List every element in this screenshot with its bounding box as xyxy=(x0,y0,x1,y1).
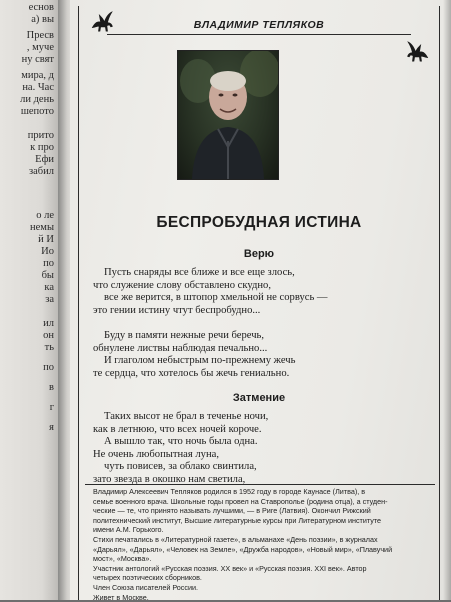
previous-page-text: ка xyxy=(44,282,54,293)
previous-page-text: по xyxy=(43,362,54,373)
verse-line: Таких высот не брал в теченье ночи, xyxy=(104,411,269,422)
previous-page-text: я xyxy=(49,422,54,433)
verse-line: это гении истину чтут беспробудно... xyxy=(93,304,261,316)
verse-line: все же верится, в штопор хмельной не сорвусь — xyxy=(104,292,328,304)
biography-line: «Дарьял», «Дарьял», «Человек на Земле», «Дружба народов», «Новый мир», «Плавучий xyxy=(93,544,393,554)
verse-line: Буду в памяти нежные речи беречь, xyxy=(104,329,265,341)
biography-line: четырех поэтических сборников. xyxy=(93,573,202,583)
previous-page-text: бы xyxy=(41,270,54,281)
previous-page-text: ли день xyxy=(20,94,54,105)
pegasus-ornament-icon xyxy=(403,38,431,64)
book-page xyxy=(70,0,451,600)
previous-page-text: , муче xyxy=(26,42,54,53)
previous-page-text: за xyxy=(45,294,54,305)
biography-line: ческие — те, что принято называть лучшими, — в Риге (Латвия). Окончил Рижский xyxy=(93,506,371,516)
verse-line: как в летнюю, что всех ночей короче. xyxy=(93,423,262,435)
previous-page-text: забил xyxy=(28,166,54,177)
running-header: ВЛАДИМИР ТЕПЛЯКОВ xyxy=(193,19,325,31)
biography-line: семье военного врача. Школьные годы провел на Ставрополье (родина отца), а студен- xyxy=(93,496,388,506)
poem-cycle-title: БЕСПРОБУДНАЯ ИСТИНА xyxy=(156,214,362,231)
previous-page-text: по xyxy=(43,258,54,269)
previous-page-text: прито xyxy=(27,130,54,141)
biography-line: Стихи печатались в «Литературной газете», в альманахе «День поэзии», в журналах xyxy=(93,534,378,544)
previous-page-text: ть xyxy=(44,342,54,353)
biography-line: Член Союза писателей России. xyxy=(93,582,199,592)
previous-page-text: еснов xyxy=(28,2,54,13)
biography-line: мост», «Москва». xyxy=(93,554,152,564)
previous-page-text: мира, д xyxy=(21,70,54,81)
verse-line: И глаголом небыстрым по-прежнему жечь xyxy=(104,355,296,367)
biography-line: имени А.М. Горького. xyxy=(93,525,164,535)
previous-page-text: й И xyxy=(38,234,54,245)
verse-line: те сердца, что хотелось бы жечь гениально. xyxy=(93,367,290,379)
poem-heading: Верю xyxy=(243,248,275,260)
poem-verse xyxy=(93,267,429,380)
author-biography xyxy=(85,484,435,600)
previous-page-text: Пресв xyxy=(26,30,54,41)
previous-page-text: Ефи xyxy=(35,154,54,165)
previous-page-text: а) вы xyxy=(31,14,54,25)
author-photo xyxy=(177,50,279,180)
biography-line: Участник антологий «Русская поэзия. XX век» и «Русская поэзия. XXI век». Автор xyxy=(93,563,367,573)
biography-line: Живет в Москве. xyxy=(93,592,149,602)
header-rule xyxy=(107,34,411,35)
verse-line: Пусть снаряды все ближе и все еще злось, xyxy=(104,267,295,278)
previous-page-text: немы xyxy=(30,222,54,233)
page-edge-shadow xyxy=(443,0,451,600)
previous-page xyxy=(0,0,60,600)
verse-line: что служение слову обставлено скудно, xyxy=(93,279,271,291)
previous-page-text: Ио xyxy=(41,246,54,257)
previous-page-text: г xyxy=(49,402,54,413)
poem-heading: Затмение xyxy=(232,392,286,404)
previous-page-text: в xyxy=(49,382,54,393)
verse-line: обнулене листвы наблюдая печально... xyxy=(93,342,268,354)
verse-line xyxy=(93,317,429,330)
poem-verse xyxy=(93,411,429,487)
verse-line: Не очень любопытная луна, xyxy=(93,448,220,460)
previous-page-text: шепото xyxy=(20,106,54,117)
biography-line: политехнический институт, Высшие литературные курсы при Литературном институте xyxy=(93,515,382,525)
previous-page-text: к про xyxy=(30,142,54,153)
biography-line: Владимир Алексеевич Тепляков родился в 1952 году в городе Каунасе (Литва), в xyxy=(93,487,366,496)
previous-page-text: он xyxy=(43,330,54,341)
previous-page-text: о ле xyxy=(36,210,54,221)
verse-line: зато звезда в окошко нам светила, xyxy=(93,473,246,485)
previous-page-text: на. Час xyxy=(22,82,54,93)
page-frame xyxy=(78,6,440,600)
previous-page-text: ну свят xyxy=(21,54,54,65)
verse-line: чуть повисев, за облако свинтила, xyxy=(104,461,257,473)
verse-line: А вышло так, что ночь была одна. xyxy=(104,436,258,448)
previous-page-text: ил xyxy=(43,318,54,329)
